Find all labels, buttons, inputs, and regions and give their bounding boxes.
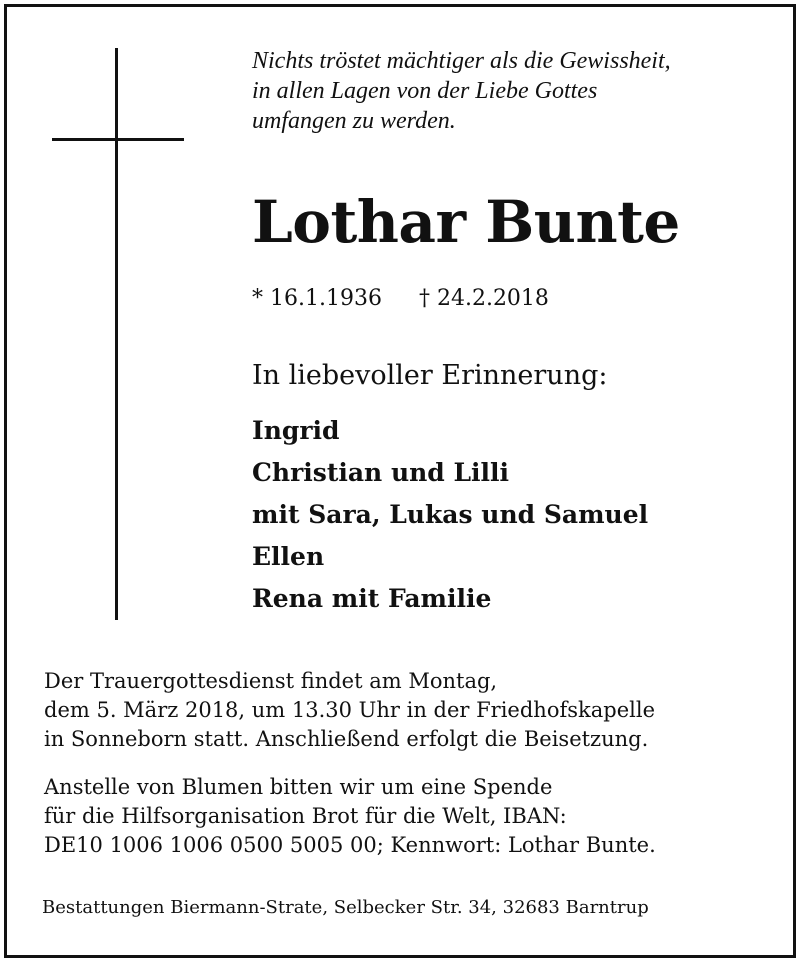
funeral-home-footer: Bestattungen Biermann-Strate, Selbecker Str. 34, 32683 Barntrup <box>42 897 649 918</box>
life-dates <box>252 284 549 314</box>
family-member: mit Sara, Lukas und Samuel <box>252 500 649 529</box>
family-member: Christian und Lilli <box>252 458 510 487</box>
family-member: Ellen <box>252 542 325 571</box>
quote-line: umfangen zu werden. <box>252 108 456 134</box>
family-list <box>252 410 648 620</box>
birth-date: * 16.1.1936 <box>252 286 382 311</box>
service-line: dem 5. März 2018, um 13.30 Uhr in der Friedhofskapelle <box>44 698 655 722</box>
service-paragraph <box>44 667 655 754</box>
family-member: Ingrid <box>252 416 340 445</box>
cross-horizontal-bar <box>52 138 184 141</box>
donation-line: DE10 1006 1006 0500 5005 00; Kennwort: Lothar Bunte. <box>44 833 656 857</box>
donation-line: Anstelle von Blumen bitten wir um eine Spende <box>44 775 553 799</box>
donation-paragraph <box>44 773 656 860</box>
service-line: in Sonneborn statt. Anschließend erfolgt die Beisetzung. <box>44 727 649 751</box>
deceased-name: Lothar Bunte <box>252 188 680 256</box>
service-line: Der Trauergottesdienst findet am Montag, <box>44 669 498 693</box>
quote-line: in allen Lagen von der Liebe Gottes <box>252 78 598 104</box>
cross-vertical-bar <box>115 48 118 620</box>
family-member: Rena mit Familie <box>252 584 492 613</box>
quote-line: Nichts tröstet mächtiger als die Gewissheit, <box>252 48 671 74</box>
death-date: † 24.2.2018 <box>418 286 549 311</box>
donation-line: für die Hilfsorganisation Brot für die Welt, IBAN: <box>44 804 567 828</box>
memory-heading: In liebevoller Erinnerung: <box>252 360 608 391</box>
scripture-quote <box>252 46 671 136</box>
